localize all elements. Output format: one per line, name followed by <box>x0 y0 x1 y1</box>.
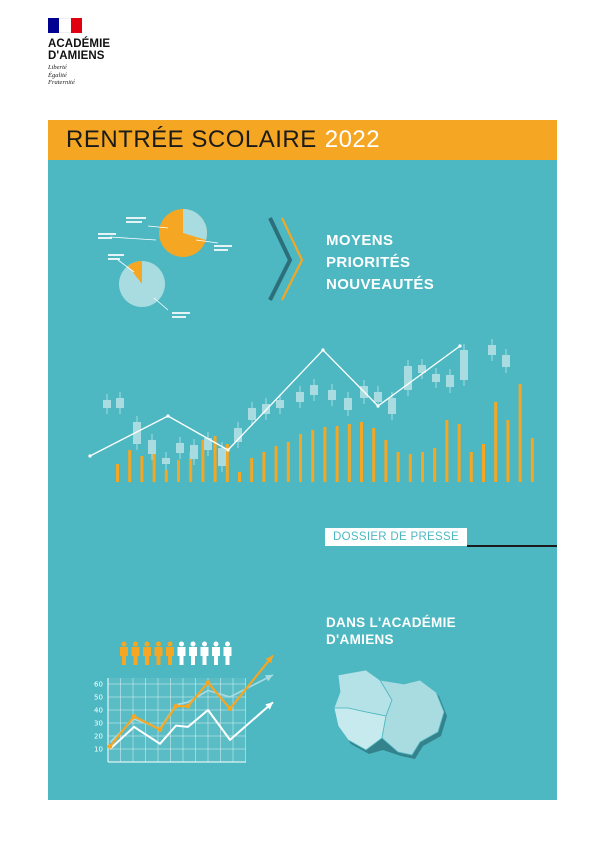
bar-mark <box>470 452 473 482</box>
y-tick-label: 30 <box>94 719 103 728</box>
chevron-icon <box>270 218 302 300</box>
chart-y-ticks <box>94 681 103 754</box>
person-head <box>168 642 173 647</box>
candle-body <box>116 398 124 408</box>
title-band <box>48 120 557 160</box>
series-point <box>206 680 211 685</box>
bar-mark <box>177 460 180 482</box>
candle-body <box>502 355 510 367</box>
bar-mark <box>250 458 253 482</box>
keyword-priorites: PRIORITÉS <box>326 254 411 271</box>
y-tick-label: 20 <box>94 732 103 741</box>
logo-name-line2: D'AMIENS <box>48 50 105 62</box>
candle-body <box>488 345 496 355</box>
bar-mark <box>299 434 302 482</box>
person-body <box>212 647 220 665</box>
motto-fraternite: Fraternité <box>48 79 75 86</box>
cover-panel <box>48 160 557 800</box>
bar-mark <box>409 454 412 482</box>
flag-blue <box>48 18 59 33</box>
bar-mark <box>336 426 339 482</box>
academie-logo <box>48 18 128 87</box>
candle-body <box>276 400 284 408</box>
y-tick-label: 40 <box>94 706 103 715</box>
keyword-nouveautes: NOUVEAUTÉS <box>326 276 435 293</box>
pie-chart-illustration <box>98 209 232 318</box>
candle-body <box>388 398 396 414</box>
person-head <box>202 642 207 647</box>
keyword-moyens: MOYENS <box>326 232 394 249</box>
candle-body <box>218 448 226 466</box>
press-label: DOSSIER DE PRESSE <box>325 528 467 546</box>
cover-illustration <box>48 160 557 800</box>
person-head <box>122 642 127 647</box>
bar-mark <box>275 446 278 482</box>
series-point <box>186 704 191 709</box>
candle-body <box>328 390 336 400</box>
person-body <box>178 647 186 665</box>
candlestick-illustration <box>103 339 510 472</box>
person-head <box>133 642 138 647</box>
bar-mark <box>433 448 436 482</box>
series-point <box>108 744 113 749</box>
logo-name-line1: ACADÉMIE <box>48 38 111 50</box>
person-head <box>225 642 230 647</box>
trend-line <box>90 346 460 456</box>
person-body <box>224 647 232 665</box>
person-body <box>143 647 151 665</box>
person-head <box>156 642 161 647</box>
bar-mark <box>311 430 314 482</box>
flag-red <box>71 18 82 33</box>
bar-mark <box>531 438 534 482</box>
candle-body <box>190 445 198 459</box>
bar-mark <box>287 442 290 482</box>
bar-mark <box>494 402 497 482</box>
candle-body <box>248 408 256 420</box>
bar-mark <box>262 452 265 482</box>
bar-mark <box>445 420 448 482</box>
y-tick-label: 60 <box>94 680 103 689</box>
bar-mark <box>506 420 509 482</box>
keywords <box>326 230 434 296</box>
y-tick-label: 10 <box>94 745 103 754</box>
bar-mark <box>458 424 461 482</box>
bar-mark <box>323 427 326 482</box>
logo-motto <box>48 64 128 87</box>
candle-body <box>176 443 184 453</box>
bar-mark <box>201 440 204 482</box>
map-aisne <box>380 680 444 755</box>
series-point <box>228 706 233 711</box>
chart-grid-bg <box>108 678 246 762</box>
series-point <box>158 727 163 732</box>
title-year: 2022 <box>324 126 381 153</box>
candle-body <box>103 400 111 408</box>
candle-body <box>432 374 440 382</box>
title-main: RENTRÉE SCOLAIRE <box>66 126 317 153</box>
candle-body <box>344 398 352 410</box>
line-chart <box>94 655 273 762</box>
bar-mark <box>372 428 375 482</box>
person-body <box>189 647 197 665</box>
bar-mark <box>519 384 522 482</box>
motto-liberte: Liberté <box>48 64 67 71</box>
academie-map <box>334 670 447 759</box>
republic-flag-icon <box>48 18 82 33</box>
flag-white <box>59 18 70 33</box>
bar-mark <box>421 452 424 482</box>
person-body <box>201 647 209 665</box>
logo-name <box>48 38 128 62</box>
region-heading <box>326 614 456 648</box>
bar-mark <box>384 440 387 482</box>
region-line2: D'AMIENS <box>326 632 394 647</box>
person-head <box>191 642 196 647</box>
people-pictogram <box>120 642 232 666</box>
bar-mark <box>482 444 485 482</box>
person-head <box>145 642 150 647</box>
bar-mark <box>238 472 241 482</box>
candle-body <box>460 350 468 380</box>
person-body <box>155 647 163 665</box>
person-head <box>179 642 184 647</box>
series-point <box>132 714 137 719</box>
bar-mark <box>128 450 131 482</box>
region-line1: DANS L'ACADÉMIE <box>326 615 456 630</box>
candle-body <box>310 385 318 395</box>
y-tick-label: 50 <box>94 693 103 702</box>
bar-mark <box>348 424 351 482</box>
series-point <box>174 704 179 709</box>
person-head <box>214 642 219 647</box>
candle-body <box>148 440 156 454</box>
person-body <box>132 647 140 665</box>
bar-mark <box>116 464 119 482</box>
person-body <box>120 647 128 665</box>
bar-chart-illustration <box>116 384 534 482</box>
candle-body <box>374 392 382 402</box>
bar-mark <box>360 422 363 482</box>
press-underline <box>467 545 557 547</box>
person-body <box>166 647 174 665</box>
bar-mark <box>140 456 143 482</box>
candle-body <box>296 392 304 402</box>
candle-body <box>446 375 454 387</box>
bar-mark <box>165 470 168 482</box>
bar-mark <box>397 452 400 482</box>
motto-egalite: Égalité <box>48 71 67 79</box>
candle-body <box>162 458 170 464</box>
